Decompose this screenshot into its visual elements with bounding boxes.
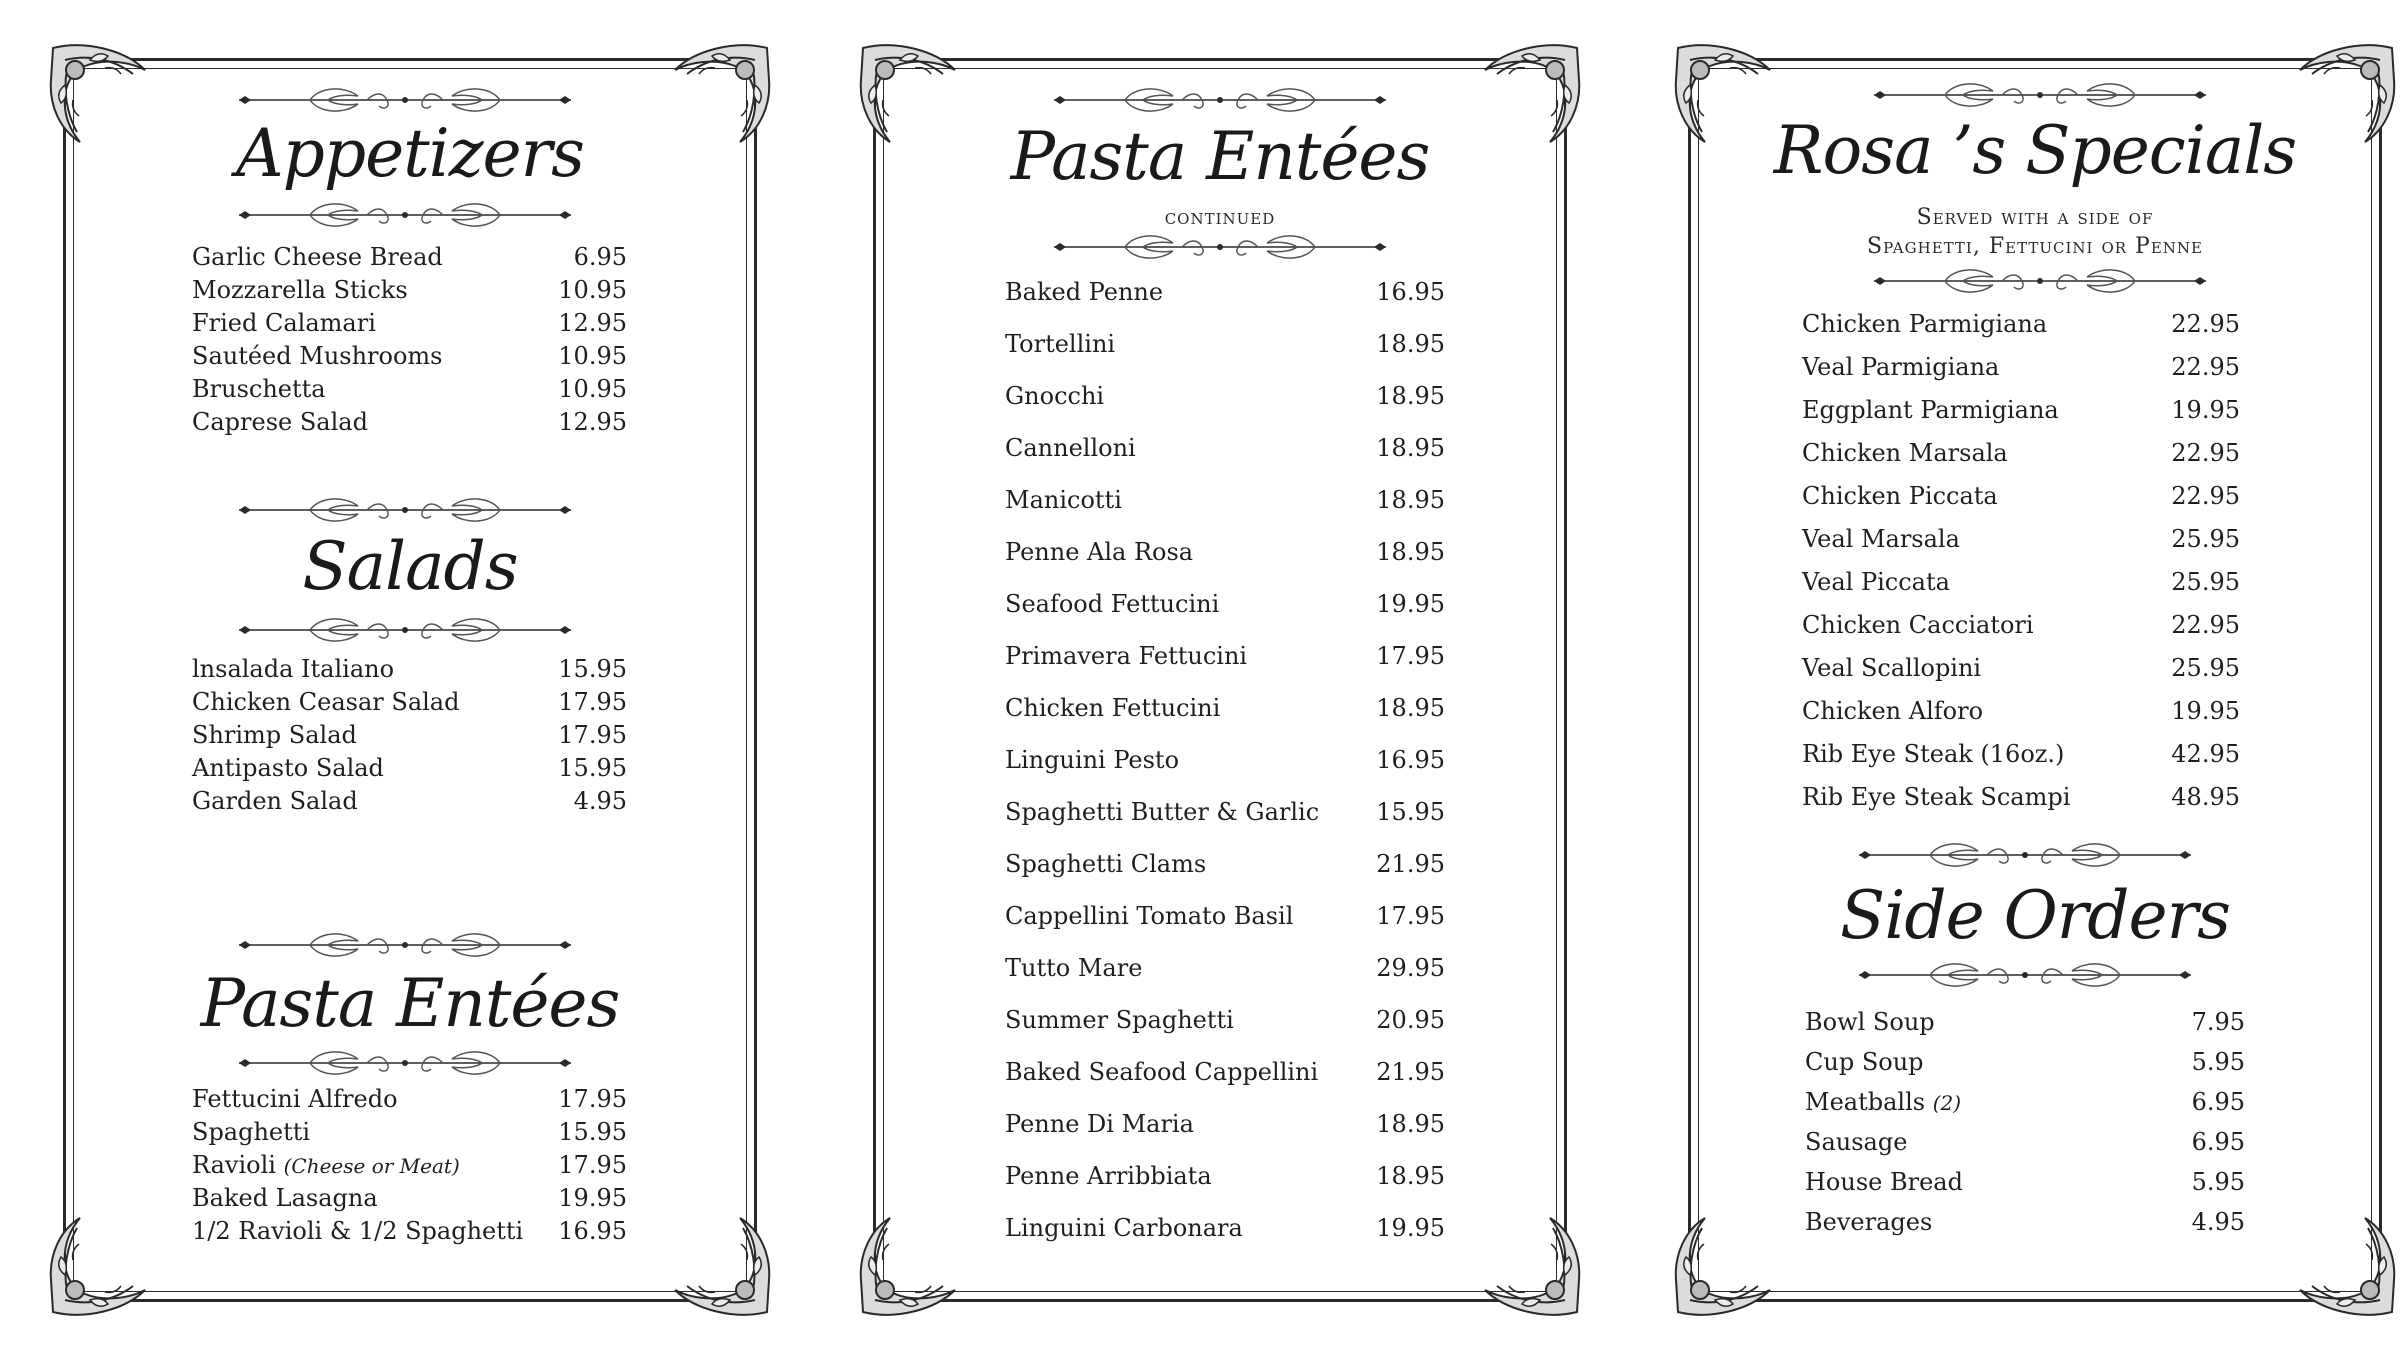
item-name: Tutto Mare [1005, 954, 1143, 982]
item-name: Chicken Alforo [1802, 697, 1984, 725]
item-name: Summer Spaghetti [1005, 1006, 1234, 1034]
item-price: 17.95 [1376, 642, 1445, 670]
section-title-salads: Salads [302, 528, 518, 605]
item-price: 16.95 [1376, 746, 1445, 774]
item-price: 19.95 [1376, 1214, 1445, 1242]
item-name: Veal Marsala [1802, 525, 1960, 553]
corner-ornament-icon [1670, 1210, 1780, 1320]
item-price: 15.95 [558, 655, 627, 683]
item-price: 25.95 [2171, 525, 2240, 553]
specials-subtitle-line1: Served with a side of [1916, 205, 2154, 230]
corner-ornament-icon [665, 1210, 775, 1320]
item-name: Spaghetti [192, 1118, 311, 1146]
item-price: 18.95 [1376, 694, 1445, 722]
item-price: 21.95 [1376, 1058, 1445, 1086]
specials-subtitle-line2: Spaghetti, Fettucini or Penne [1867, 234, 2203, 259]
item-price: 18.95 [1376, 434, 1445, 462]
item-price: 17.95 [558, 1151, 627, 1179]
item-name: Fried Calamari [192, 309, 376, 337]
item-price: 18.95 [1376, 1110, 1445, 1138]
section-title-specials: Rosa ’s Specials [1773, 112, 2297, 189]
flourish-divider-icon [1870, 266, 2210, 296]
item-price: 6.95 [573, 243, 627, 271]
item-price: 12.95 [558, 408, 627, 436]
item-name: Garden Salad [192, 787, 358, 815]
item-name: Linguini Pesto [1005, 746, 1180, 774]
item-price: 10.95 [558, 342, 627, 370]
item-price: 6.95 [2191, 1088, 2245, 1116]
item-name: Garlic Cheese Bread [192, 243, 443, 271]
item-name: Veal Scallopini [1802, 654, 1982, 682]
item-price: 4.95 [2191, 1208, 2245, 1236]
item-name: Seafood Fettucini [1005, 590, 1220, 618]
item-price: 10.95 [558, 276, 627, 304]
item-price: 4.95 [573, 787, 627, 815]
item-name: Fettucini Alfredo [192, 1085, 398, 1113]
item-price: 18.95 [1376, 538, 1445, 566]
item-name: Bruschetta [192, 375, 326, 403]
item-name: Penne Di Maria [1005, 1110, 1194, 1138]
item-name: Chicken Cacciatori [1802, 611, 2034, 639]
section-title-side-orders: Side Orders [1840, 877, 2230, 954]
item-price: 22.95 [2171, 353, 2240, 381]
item-name: Rib Eye Steak Scampi [1802, 783, 2071, 811]
item-name: Chicken Fettucini [1005, 694, 1221, 722]
flourish-divider-icon [1050, 232, 1390, 262]
item-price: 18.95 [1376, 1162, 1445, 1190]
flourish-divider-icon [235, 615, 575, 645]
corner-ornament-icon [1475, 1210, 1585, 1320]
item-price: 5.95 [2191, 1048, 2245, 1076]
flourish-divider-icon [235, 85, 575, 115]
item-name: Baked Seafood Cappellini [1005, 1058, 1319, 1086]
item-name: Beverages [1805, 1208, 1933, 1236]
item-name: Linguini Carbonara [1005, 1214, 1243, 1242]
item-note: (Cheese or Meat) [283, 1154, 460, 1178]
item-name: Veal Parmigiana [1802, 353, 2000, 381]
item-price: 15.95 [558, 754, 627, 782]
item-name: Sautéed Mushrooms [192, 342, 443, 370]
item-name: Chicken Marsala [1802, 439, 2008, 467]
item-name: Spaghetti Butter & Garlic [1005, 798, 1320, 826]
flourish-divider-icon [235, 495, 575, 525]
item-price: 15.95 [558, 1118, 627, 1146]
item-name: Tortellini [1005, 330, 1116, 358]
item-price: 48.95 [2171, 783, 2240, 811]
item-price: 18.95 [1376, 486, 1445, 514]
section-title-pasta-continued: Pasta Entées [1010, 118, 1430, 195]
item-name: Penne Arribbiata [1005, 1162, 1212, 1190]
item-name: Antipasto Salad [192, 754, 384, 782]
item-name: Ravioli [192, 1151, 276, 1179]
item-name: Rib Eye Steak (16oz.) [1802, 740, 2065, 768]
item-name: Mozzarella Sticks [192, 276, 408, 304]
item-price: 15.95 [1376, 798, 1445, 826]
item-name: Penne Ala Rosa [1005, 538, 1194, 566]
item-name: Chicken Parmigiana [1802, 310, 2048, 338]
item-price: 19.95 [2171, 697, 2240, 725]
item-name: Caprese Salad [192, 408, 368, 436]
item-price: 19.95 [558, 1184, 627, 1212]
item-price: 22.95 [2171, 439, 2240, 467]
item-name: Veal Piccata [1802, 568, 1950, 596]
item-name: House Bread [1805, 1168, 1963, 1196]
item-name: Meatballs [1805, 1088, 1926, 1116]
item-price: 22.95 [2171, 310, 2240, 338]
item-price: 18.95 [1376, 330, 1445, 358]
item-price: 5.95 [2191, 1168, 2245, 1196]
item-name: Sausage [1805, 1128, 1908, 1156]
corner-ornament-icon [855, 1210, 965, 1320]
flourish-divider-icon [235, 1048, 575, 1078]
item-price: 29.95 [1376, 954, 1445, 982]
item-price: 17.95 [558, 1085, 627, 1113]
item-note: (2) [1932, 1091, 1962, 1115]
section-title-pasta: Pasta Entées [200, 965, 620, 1042]
corner-ornament-icon [45, 1210, 155, 1320]
item-name: 1/2 Ravioli & 1/2 Spaghetti [192, 1217, 524, 1245]
flourish-divider-icon [1050, 85, 1390, 115]
item-price: 19.95 [2171, 396, 2240, 424]
item-name: Chicken Piccata [1802, 482, 1998, 510]
item-name: lnsalada Italiano [192, 655, 395, 683]
menu-panel-middle [855, 40, 1585, 1320]
item-name: Gnocchi [1005, 382, 1105, 410]
item-price: 20.95 [1376, 1006, 1445, 1034]
item-name: Primavera Fettucini [1005, 642, 1248, 670]
item-name: Spaghetti Clams [1005, 850, 1207, 878]
item-price: 17.95 [558, 721, 627, 749]
item-price: 21.95 [1376, 850, 1445, 878]
item-price: 6.95 [2191, 1128, 2245, 1156]
item-name: Manicotti [1005, 486, 1122, 514]
item-name: Shrimp Salad [192, 721, 357, 749]
item-name: Bowl Soup [1805, 1008, 1935, 1036]
flourish-divider-icon [1855, 840, 2195, 870]
section-title-appetizers: Appetizers [235, 115, 585, 192]
flourish-divider-icon [235, 930, 575, 960]
item-name: Baked Lasagna [192, 1184, 378, 1212]
item-price: 12.95 [558, 309, 627, 337]
item-price: 22.95 [2171, 611, 2240, 639]
item-price: 25.95 [2171, 654, 2240, 682]
item-price: 17.95 [1376, 902, 1445, 930]
item-price: 7.95 [2191, 1008, 2245, 1036]
item-name: Cappellini Tomato Basil [1005, 902, 1294, 930]
item-price: 19.95 [1376, 590, 1445, 618]
item-price: 16.95 [558, 1217, 627, 1245]
item-name: Chicken Ceasar Salad [192, 688, 460, 716]
item-price: 22.95 [2171, 482, 2240, 510]
item-price: 16.95 [1376, 278, 1445, 306]
item-name: Eggplant Parmigiana [1802, 396, 2059, 424]
section-subtitle: continued [1164, 205, 1276, 230]
item-price: 42.95 [2171, 740, 2240, 768]
flourish-divider-icon [1870, 80, 2210, 110]
item-name: Baked Penne [1005, 278, 1164, 306]
flourish-divider-icon [235, 200, 575, 230]
item-name: Cannelloni [1005, 434, 1136, 462]
item-price: 10.95 [558, 375, 627, 403]
item-price: 25.95 [2171, 568, 2240, 596]
menu-panel-right [1670, 40, 2400, 1320]
item-price: 17.95 [558, 688, 627, 716]
flourish-divider-icon [1855, 960, 2195, 990]
item-name: Cup Soup [1805, 1048, 1924, 1076]
menu-panel-left [45, 40, 775, 1320]
item-price: 18.95 [1376, 382, 1445, 410]
corner-ornament-icon [2290, 1210, 2400, 1320]
